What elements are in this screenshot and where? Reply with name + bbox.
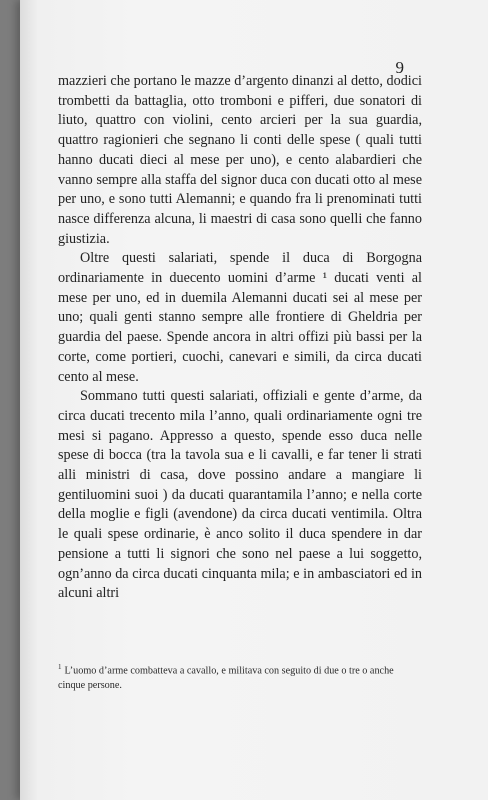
paragraph-3: Sommano tutti questi salariati, offiziali e gente d’arme, da circa ducati trecento mila l’anno, quali ordinariamente ogni tre mesi si pagano. Appresso a questo, spende esso duca nelle spese di bocca (tra la tavola sua e li cavalli, e far tener li strati alli ministri di casa, dove possino andare a mangiare li gentiluomini suoi ) da ducati quarantamila l’anno; e nella corte della moglie e figli (avendone) da circa ducati ventimila. Oltra le quali spese ordinarie, è anco solito il duca spendere in dar pensione a tutti li signori che sono nel paese a lui soggetto, ogn’anno da circa ducati cinquanta mila; e in ambasciatori ed in alcuni altri (58, 388, 422, 602)
footnote-text: L’uomo d’arme combatteva a cavallo, e militava con seguito di due o tre o anche cinque persone. (58, 665, 394, 692)
footnote-mark: 1 (58, 663, 62, 671)
body-text (58, 72, 422, 604)
book-page (20, 0, 488, 800)
footnote (58, 660, 422, 693)
paragraph-1: mazzieri che portano le mazze d’argento dinanzi al detto, dodici trombetti da battaglia, otto tromboni e pifferi, due sonatori di liuto, quattro con violini, cento arcieri per la sua guardia, quattro ragionieri che segnano li conti delle spese ( quali tutti hanno ducati dieci al mese per uno), e cento alabardieri che vanno sempre alla staffa del signor duca con ducati otto al mese per uno, e sono tutti Alemanni; e quando fra li prenominati tutti nasce differenza alcuna, li maestri di casa sono quelli che fanno giustizia. (58, 73, 422, 247)
paragraph-2: Oltre questi salariati, spende il duca di Borgogna ordinariamente in duecento uomini d’arme ¹ ducati venti al mese per uno, ed in duemila Alemanni ducati sei al mese per uno; quali genti stanno sempre alle frontiere di Gheldria per guardia del paese. Spende ancora in altri offizi più bassi per la corte, come portieri, cuochi, canevari e simili, da circa ducati cento al mese. (58, 250, 422, 385)
page-number: 9 (395, 58, 404, 77)
